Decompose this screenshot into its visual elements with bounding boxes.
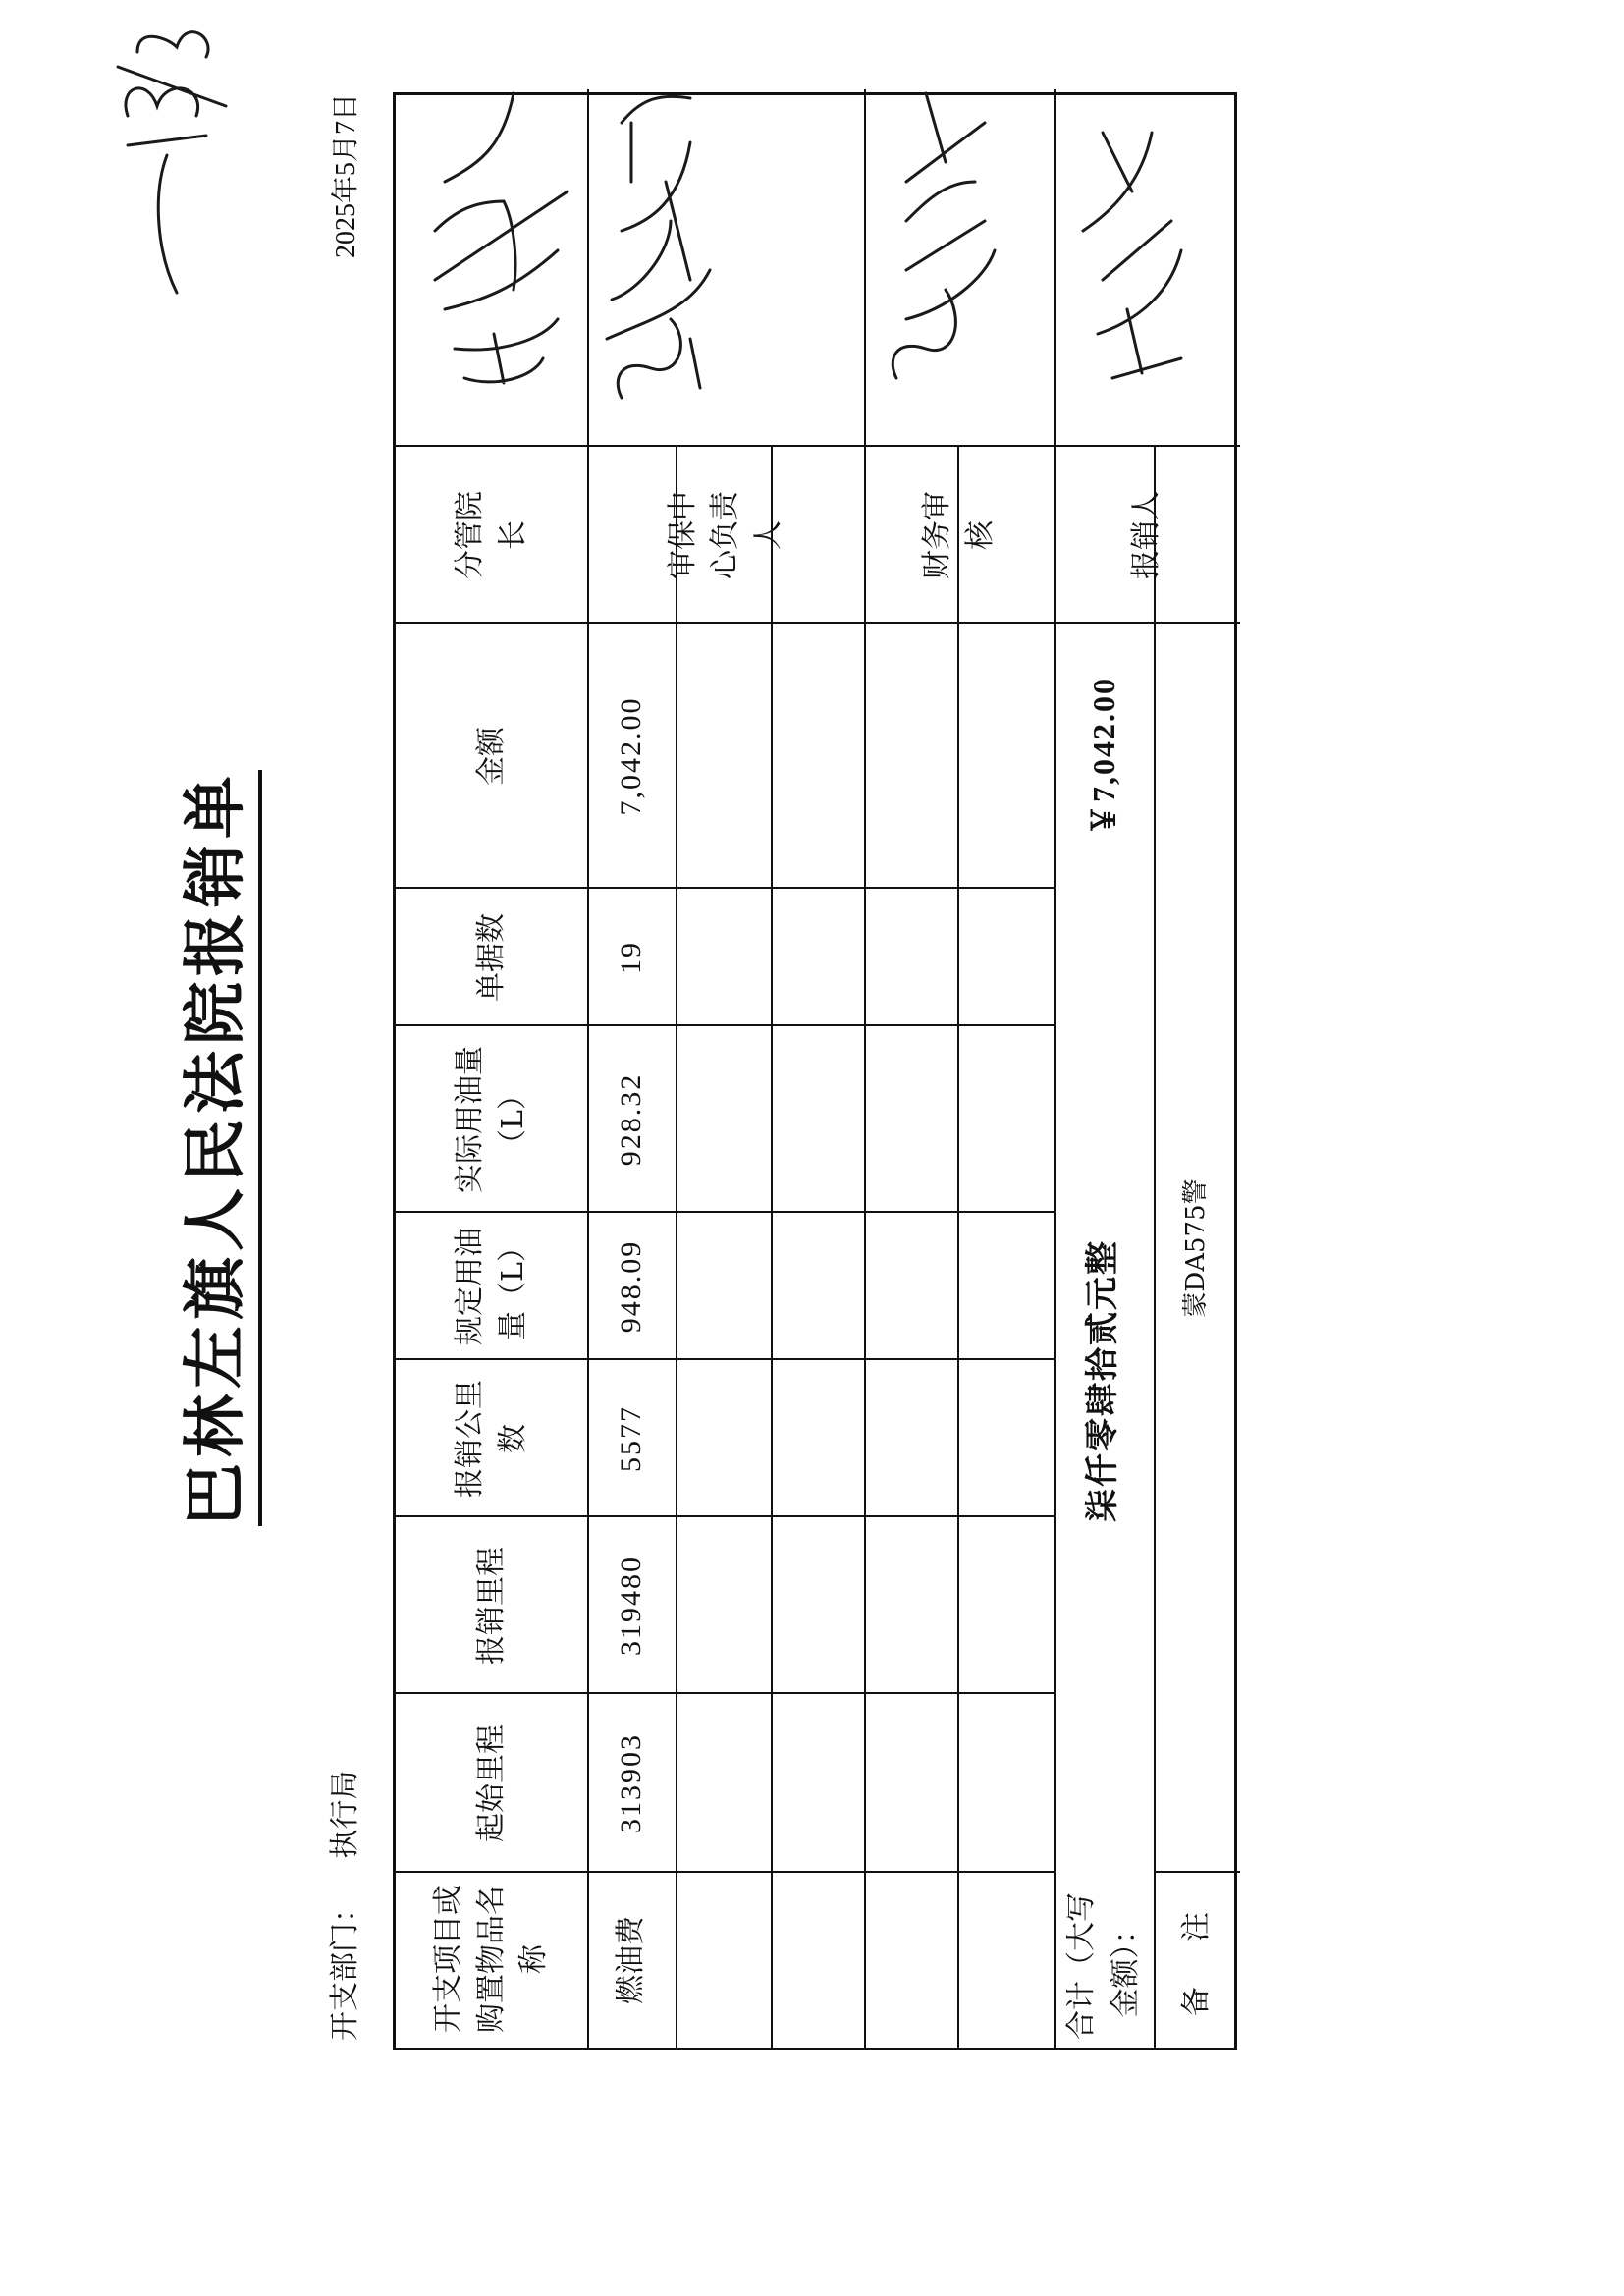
department-value: 执行局 bbox=[328, 1770, 362, 1859]
form-date: 2025年5月7日 bbox=[331, 93, 361, 259]
total-label: 合计（大写金额）： bbox=[1064, 1892, 1143, 2040]
department-line bbox=[320, 1770, 363, 2041]
notes-label: 备 注 bbox=[1179, 1904, 1215, 2016]
header-amount: 金额 bbox=[473, 727, 509, 786]
approval-label-claimant: 报销人 bbox=[1129, 491, 1164, 579]
approval-label-finance: 财务审核 bbox=[920, 491, 998, 579]
approval-label-vice-president: 分管院长 bbox=[453, 491, 530, 579]
header-actual-fuel: 实际用油量（L） bbox=[453, 1046, 530, 1193]
row-rated-fuel: 948.09 bbox=[615, 1239, 648, 1334]
header-start-mileage: 起始里程 bbox=[473, 1724, 509, 1842]
row-start-mileage: 313903 bbox=[615, 1733, 648, 1833]
row-actual-fuel: 928.32 bbox=[615, 1072, 648, 1167]
header-km: 报销公里数 bbox=[453, 1380, 530, 1498]
department-label: 开支部门： bbox=[328, 1893, 362, 2041]
handwritten-annotation bbox=[59, 18, 236, 332]
total-amount-words: 柒仟零肆拾贰元整 bbox=[1083, 1239, 1123, 1522]
notes-value: 蒙DA575警 bbox=[1181, 1178, 1212, 1318]
header-receipts: 单据数 bbox=[473, 913, 509, 1002]
signature-claimant bbox=[1083, 133, 1181, 378]
row-receipts: 19 bbox=[615, 941, 648, 974]
header-end-mileage: 报销里程 bbox=[473, 1547, 509, 1665]
signature-center-head bbox=[607, 96, 710, 398]
row-km: 5577 bbox=[615, 1405, 648, 1472]
expense-table bbox=[393, 92, 1237, 2050]
header-rated-fuel: 规定用油量（L） bbox=[453, 1228, 530, 1345]
row-amount: 7,042.00 bbox=[615, 696, 648, 816]
row-item: 燃油费 bbox=[614, 1916, 649, 2004]
approval-label-center-head: 审保中心负责人 bbox=[665, 491, 785, 579]
signature-vice-president bbox=[435, 93, 568, 383]
annotation-text: 13/5 bbox=[59, 329, 60, 332]
handwritten-signatures bbox=[396, 89, 1240, 2048]
form-title: 巴林左旗人民法院报销单 bbox=[165, 0, 255, 2296]
signature-finance bbox=[893, 93, 995, 378]
header-item: 开支项目或购置物品名称 bbox=[431, 1886, 552, 2033]
total-amount: ￥7,042.00 bbox=[1085, 677, 1121, 837]
row-end-mileage: 319480 bbox=[615, 1556, 648, 1656]
